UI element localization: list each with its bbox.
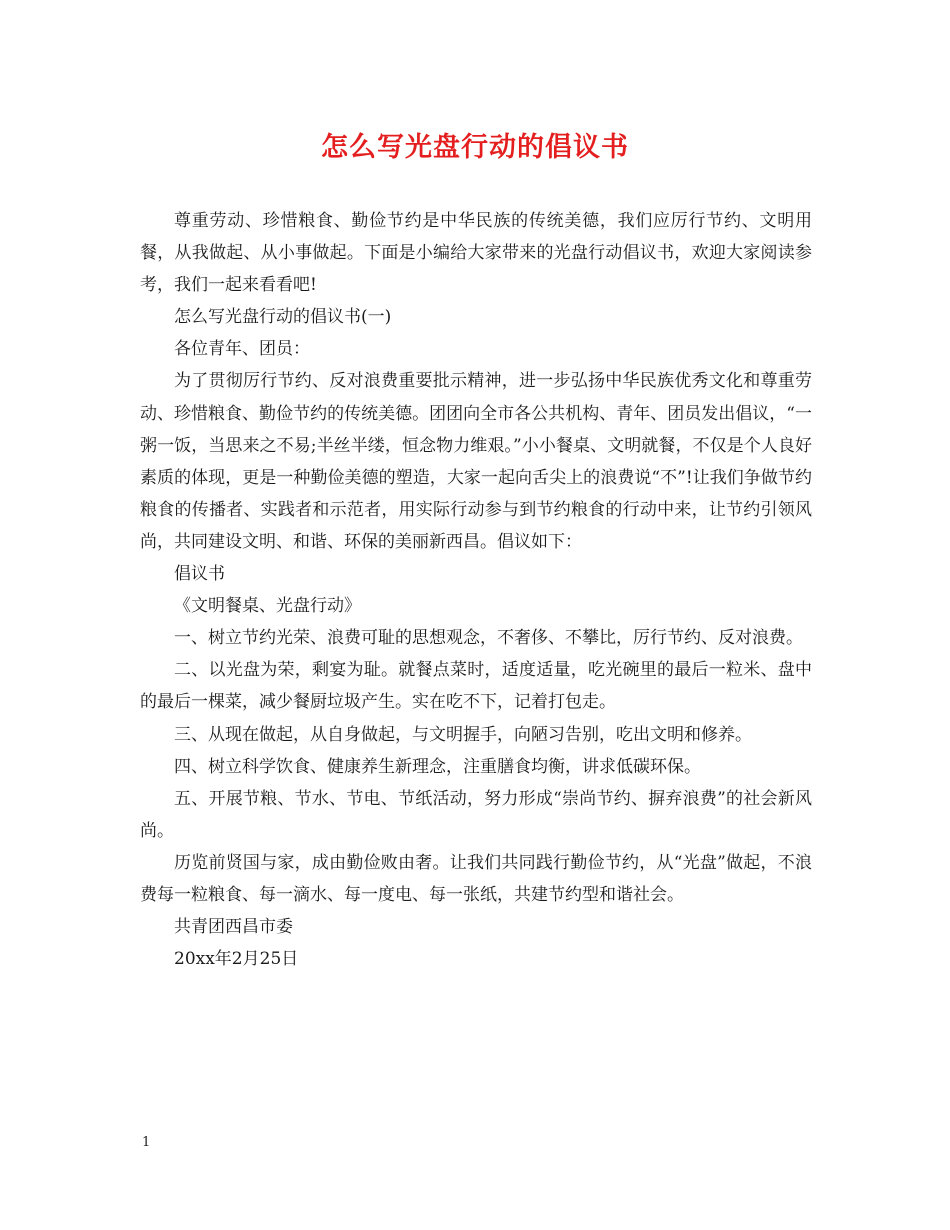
proposal-item-4: 四、树立科学饮食、健康养生新理念，注重膳食均衡，讲求低碳环保。 (174, 756, 701, 777)
signature: 共青团西昌市委 (174, 917, 293, 938)
proposal-item-3: 三、从现在做起，从自身做起，与文明握手，向陋习告别，吃出文明和修养。 (174, 724, 752, 745)
page-number: 1 (142, 1135, 151, 1150)
salutation: 各位青年、团员： (174, 339, 310, 360)
document-title: 怎么写光盘行动的倡议书 (321, 132, 629, 163)
intro-paragraph: 尊重劳动、珍惜粮食、勤俭节约是中华民族的传统美德，我们应厉行节约、文明用餐，从我做起、从小事做起。下面是小编给大家带来的光盘行动倡议书，欢迎大家阅读参考，我们一起来看看吧! (140, 211, 812, 296)
date: 20xx年2月25日 (174, 949, 299, 970)
proposal-item-5: 五、开展节粮、节水、节电、节纸活动，努力形成“崇尚节约、摒弃浪费”的社会新风尚。 (140, 788, 812, 841)
body-paragraph: 为了贯彻厉行节约、反对浪费重要批示精神，进一步弘扬中华民族优秀文化和尊重劳动、珍惜粮食、勤俭节约的传统美德。团团向全市各公共机构、青年、团员发出倡议，“一粥一饭，当思来之不易;半丝半缕，恒念物力维艰。”小小餐桌、文明就餐，不仅是个人良好素质的体现，更是一种勤俭美德的塑造，大家一起向舌尖上的浪费说“不”!让我们争做节约粮食的传播者、实践者和示范者，用实际行动参与到节约粮食的行动中来，让节约引领风尚，共同建设文明、和谐、环保的美丽新西昌。倡议如下： (140, 371, 812, 552)
closing-paragraph: 历览前贤国与家，成由勤俭败由奢。让我们共同践行勤俭节约，从“光盘”做起，不浪费每一粒粮食、每一滴水、每一度电、每一张纸，共建节约型和谐社会。 (140, 852, 812, 905)
proposal-heading: 倡议书 (174, 564, 225, 585)
proposal-subtitle: 《文明餐桌、光盘行动》 (174, 596, 361, 617)
document-body (140, 205, 812, 975)
section-heading: 怎么写光盘行动的倡议书(一) (174, 307, 392, 328)
proposal-item-2: 二、以光盘为荣，剩宴为耻。就餐点菜时，适度适量，吃光碗里的最后一粒米、盘中的最后一棵菜，减少餐厨垃圾产生。实在吃不下，记着打包走。 (140, 660, 812, 713)
proposal-item-1: 一、树立节约光荣、浪费可耻的思想观念，不奢侈、不攀比，厉行节约、反对浪费。 (174, 628, 803, 649)
